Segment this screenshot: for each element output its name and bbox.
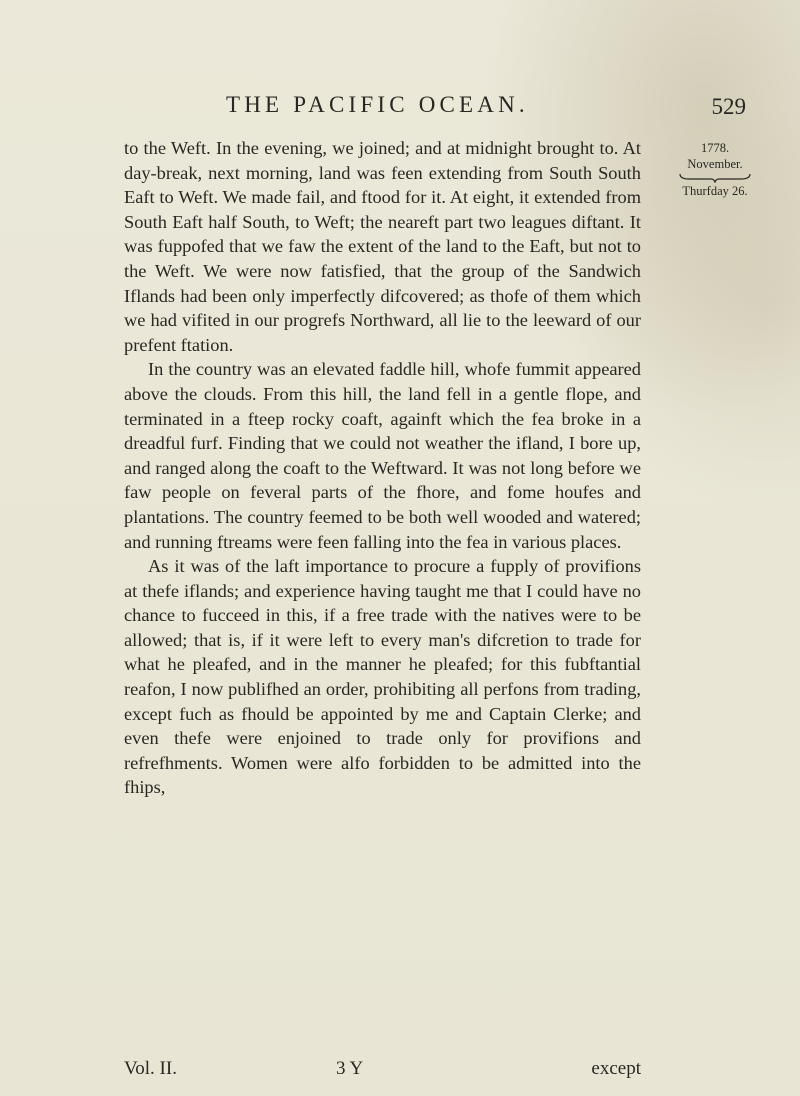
paragraph-1: to the Weft. In the evening, we joined; and at midnight brought to. At day-break, next morning, land was feen extending from South South Eaft to Weft. We made fail, and ftood for it. At eight, it extended from South Eaft half South, to Weft; the neareft part two leagues diftant. It was fuppofed that we faw the extent of the land to the Eaft, but not to the Weft. We were now fatisfied, that the group of the Sandwich Iflands had been only imperfectly difcovered; as thofe of them which we had vifited in our progrefs Northward, all lie to the leeward of our prefent ftation. <box>124 138 641 355</box>
page-header <box>226 92 746 126</box>
margin-day: Thurfday 26. <box>682 184 748 198</box>
catchword: except <box>591 1058 641 1079</box>
paragraph-3: As it was of the laft importance to procure a fupply of provifions at thefe iflands; and experience having taught me that I could have no chance to fucceed in this, if a free trade with the natives were to be allowed; that is, if it were left to every man's difcretion to trade for what he pleafed, and in the manner he pleafed; for this fubftantial reafon, I now publifhed an order, prohibiting all perfons from trading, except fuch as fhould be appointed by me and Captain Clerke; and even thefe were enjoined to trade only for provifions and refrefhments. Women were alfo forbidden to be admitted into the fhips, <box>124 556 641 798</box>
marginal-date-note <box>650 140 780 199</box>
margin-year: 1778. <box>700 141 730 155</box>
running-title: THE PACIFIC OCEAN. <box>226 92 529 117</box>
margin-month: November. <box>687 157 743 171</box>
body-text <box>124 136 641 800</box>
paragraph-2: In the country was an elevated faddle hill, whofe fummit appeared above the clouds. From this hill, the land fell in a gentle flope, and terminated in a fteep rocky coaft, againft which the fea broke in a dreadful furf. Finding that we could not weather the ifland, I bore up, and ranged along the coaft to the Weftward. It was not long before we faw people on feveral parts of the fhore, and fome houfes and plantations. The country feemed to be both well wooded and watered; and running ftreams were feen falling into the fea in various places. <box>124 359 641 552</box>
page-number: 529 <box>711 94 746 119</box>
page-footer <box>124 1058 641 1084</box>
signature-mark: 3 Y <box>336 1058 364 1079</box>
volume-label: Vol. II. <box>124 1058 177 1079</box>
brace-icon <box>679 173 751 183</box>
